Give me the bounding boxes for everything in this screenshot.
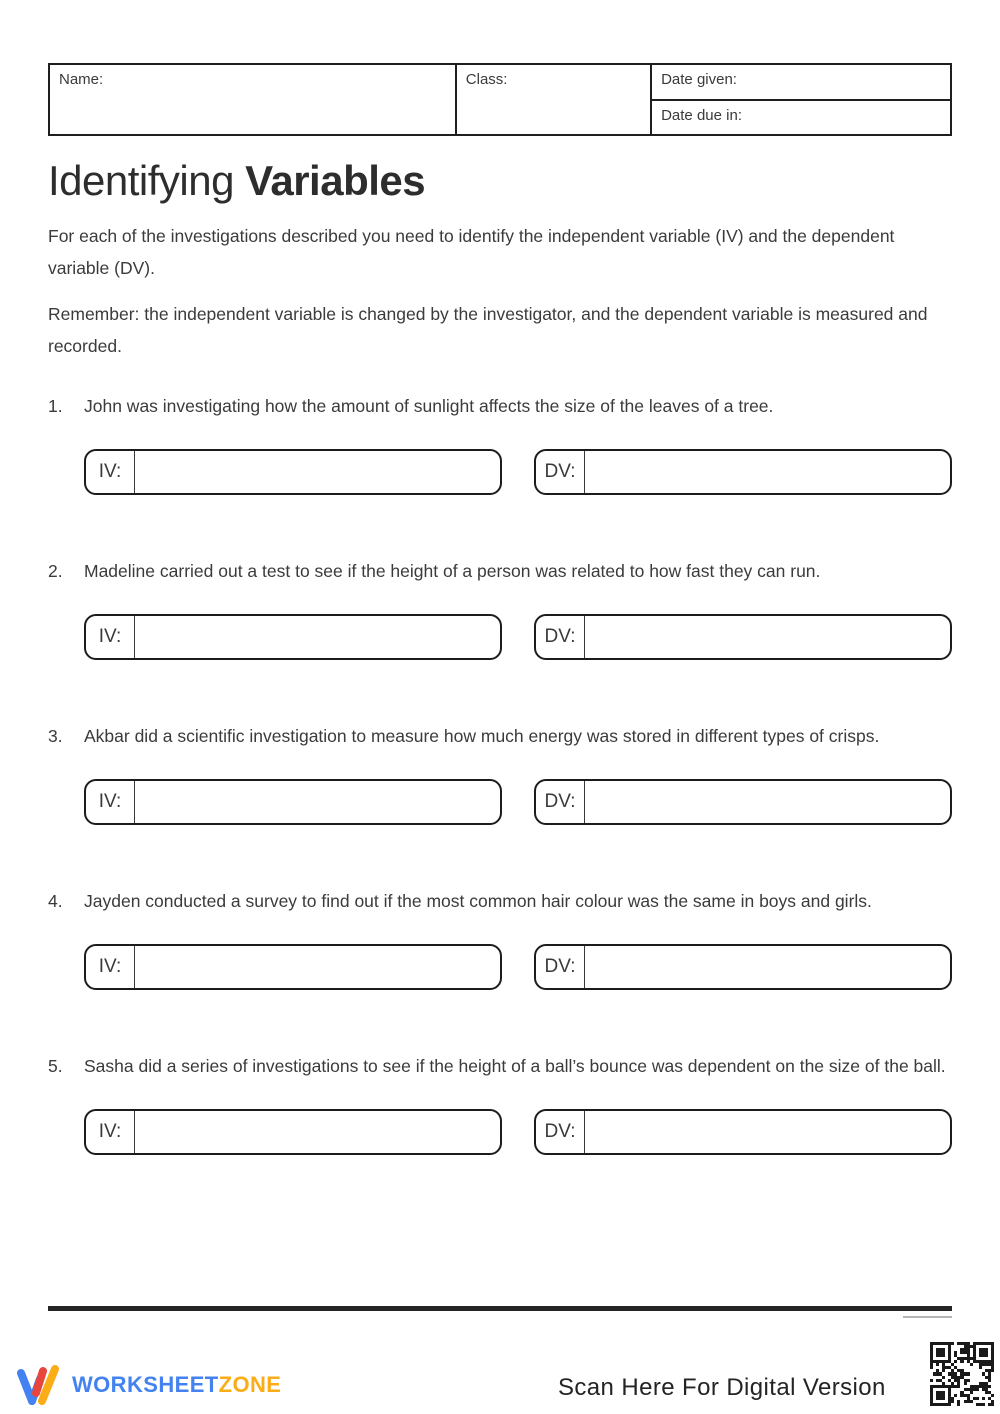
question-5 <box>48 1050 952 1155</box>
iv-answer-field-4[interactable] <box>135 946 500 988</box>
iv-answer-box-5 <box>84 1109 502 1155</box>
date-given-label: Date given: <box>661 71 737 88</box>
dv-answer-field-3[interactable] <box>585 781 950 823</box>
iv-label: IV: <box>86 451 135 493</box>
dv-answer-box-4 <box>534 944 952 990</box>
logo-word-zone: ZONE <box>218 1372 282 1397</box>
page-content <box>48 0 952 1215</box>
iv-label: IV: <box>86 616 135 658</box>
question-number: 4. <box>48 891 63 912</box>
dv-label: DV: <box>536 616 585 658</box>
dv-answer-field-2[interactable] <box>585 616 950 658</box>
dv-label: DV: <box>536 451 585 493</box>
question-number: 2. <box>48 561 63 582</box>
date-due-label: Date due in: <box>661 106 742 124</box>
footer-divider-accent <box>903 1316 952 1318</box>
footer-divider <box>48 1306 952 1311</box>
dv-answer-box-1 <box>534 449 952 495</box>
dv-answer-field-4[interactable] <box>585 946 950 988</box>
logo-word-worksheet: WORKSHEET <box>72 1372 219 1397</box>
iv-answer-field-5[interactable] <box>135 1111 500 1153</box>
logo-w-icon <box>16 1360 64 1410</box>
class-label: Class: <box>465 71 508 88</box>
class-field[interactable] <box>457 65 652 134</box>
iv-answer-field-3[interactable] <box>135 781 500 823</box>
iv-answer-box-4 <box>84 944 502 990</box>
question-number: 1. <box>48 396 63 417</box>
qr-code <box>928 1340 996 1408</box>
dv-label: DV: <box>536 946 585 988</box>
title-bold: Variables <box>245 157 426 204</box>
iv-label: IV: <box>86 781 135 823</box>
question-number: 3. <box>48 726 63 747</box>
question-text: Madeline carried out a test to see if the height of a person was related to how fast they can run. <box>84 561 821 582</box>
dv-label: DV: <box>536 1111 585 1153</box>
iv-answer-box-2 <box>84 614 502 660</box>
name-label: Name: <box>59 71 104 88</box>
date-due-field[interactable] <box>652 101 950 135</box>
intro-paragraph-1: For each of the investigations described you need to identify the independent variable (IV) and the dependent variable (DV). <box>48 226 895 279</box>
question-text: Sasha did a series of investigations to see if the height of a ball’s bounce was dependent on the size of the ball. <box>84 1056 946 1077</box>
header-table <box>48 63 952 136</box>
dv-answer-box-5 <box>534 1109 952 1155</box>
title-regular: Identifying <box>48 157 246 204</box>
intro-paragraph-2: Remember: the independent variable is changed by the investigator, and the dependent variable is measured and recorded. <box>48 304 928 357</box>
date-given-field[interactable] <box>652 65 950 101</box>
question-3 <box>48 720 952 825</box>
question-text: Akbar did a scientific investigation to measure how much energy was stored in different types of crisps. <box>84 726 880 747</box>
question-4 <box>48 885 952 990</box>
question-text: John was investigating how the amount of sunlight affects the size of the leaves of a tree. <box>84 396 774 417</box>
question-1 <box>48 390 952 495</box>
question-2 <box>48 555 952 660</box>
dv-answer-box-3 <box>534 779 952 825</box>
scan-here-text: Scan Here For Digital Version <box>558 1374 886 1401</box>
iv-answer-box-1 <box>84 449 502 495</box>
dv-answer-box-2 <box>534 614 952 660</box>
question-list <box>48 390 952 1155</box>
dv-label: DV: <box>536 781 585 823</box>
question-text: Jayden conducted a survey to find out if the most common hair colour was the same in boys and girls. <box>84 891 872 912</box>
question-number: 5. <box>48 1056 63 1077</box>
iv-label: IV: <box>86 1111 135 1153</box>
dv-answer-field-5[interactable] <box>585 1111 950 1153</box>
worksheetzone-logo <box>16 1360 281 1410</box>
date-fields <box>652 65 950 134</box>
logo-wordmark <box>72 1372 281 1398</box>
iv-answer-field-1[interactable] <box>135 451 500 493</box>
dv-answer-field-1[interactable] <box>585 451 950 493</box>
iv-answer-box-3 <box>84 779 502 825</box>
name-field[interactable] <box>50 65 457 134</box>
page-title <box>48 157 952 205</box>
iv-label: IV: <box>86 946 135 988</box>
iv-answer-field-2[interactable] <box>135 616 500 658</box>
